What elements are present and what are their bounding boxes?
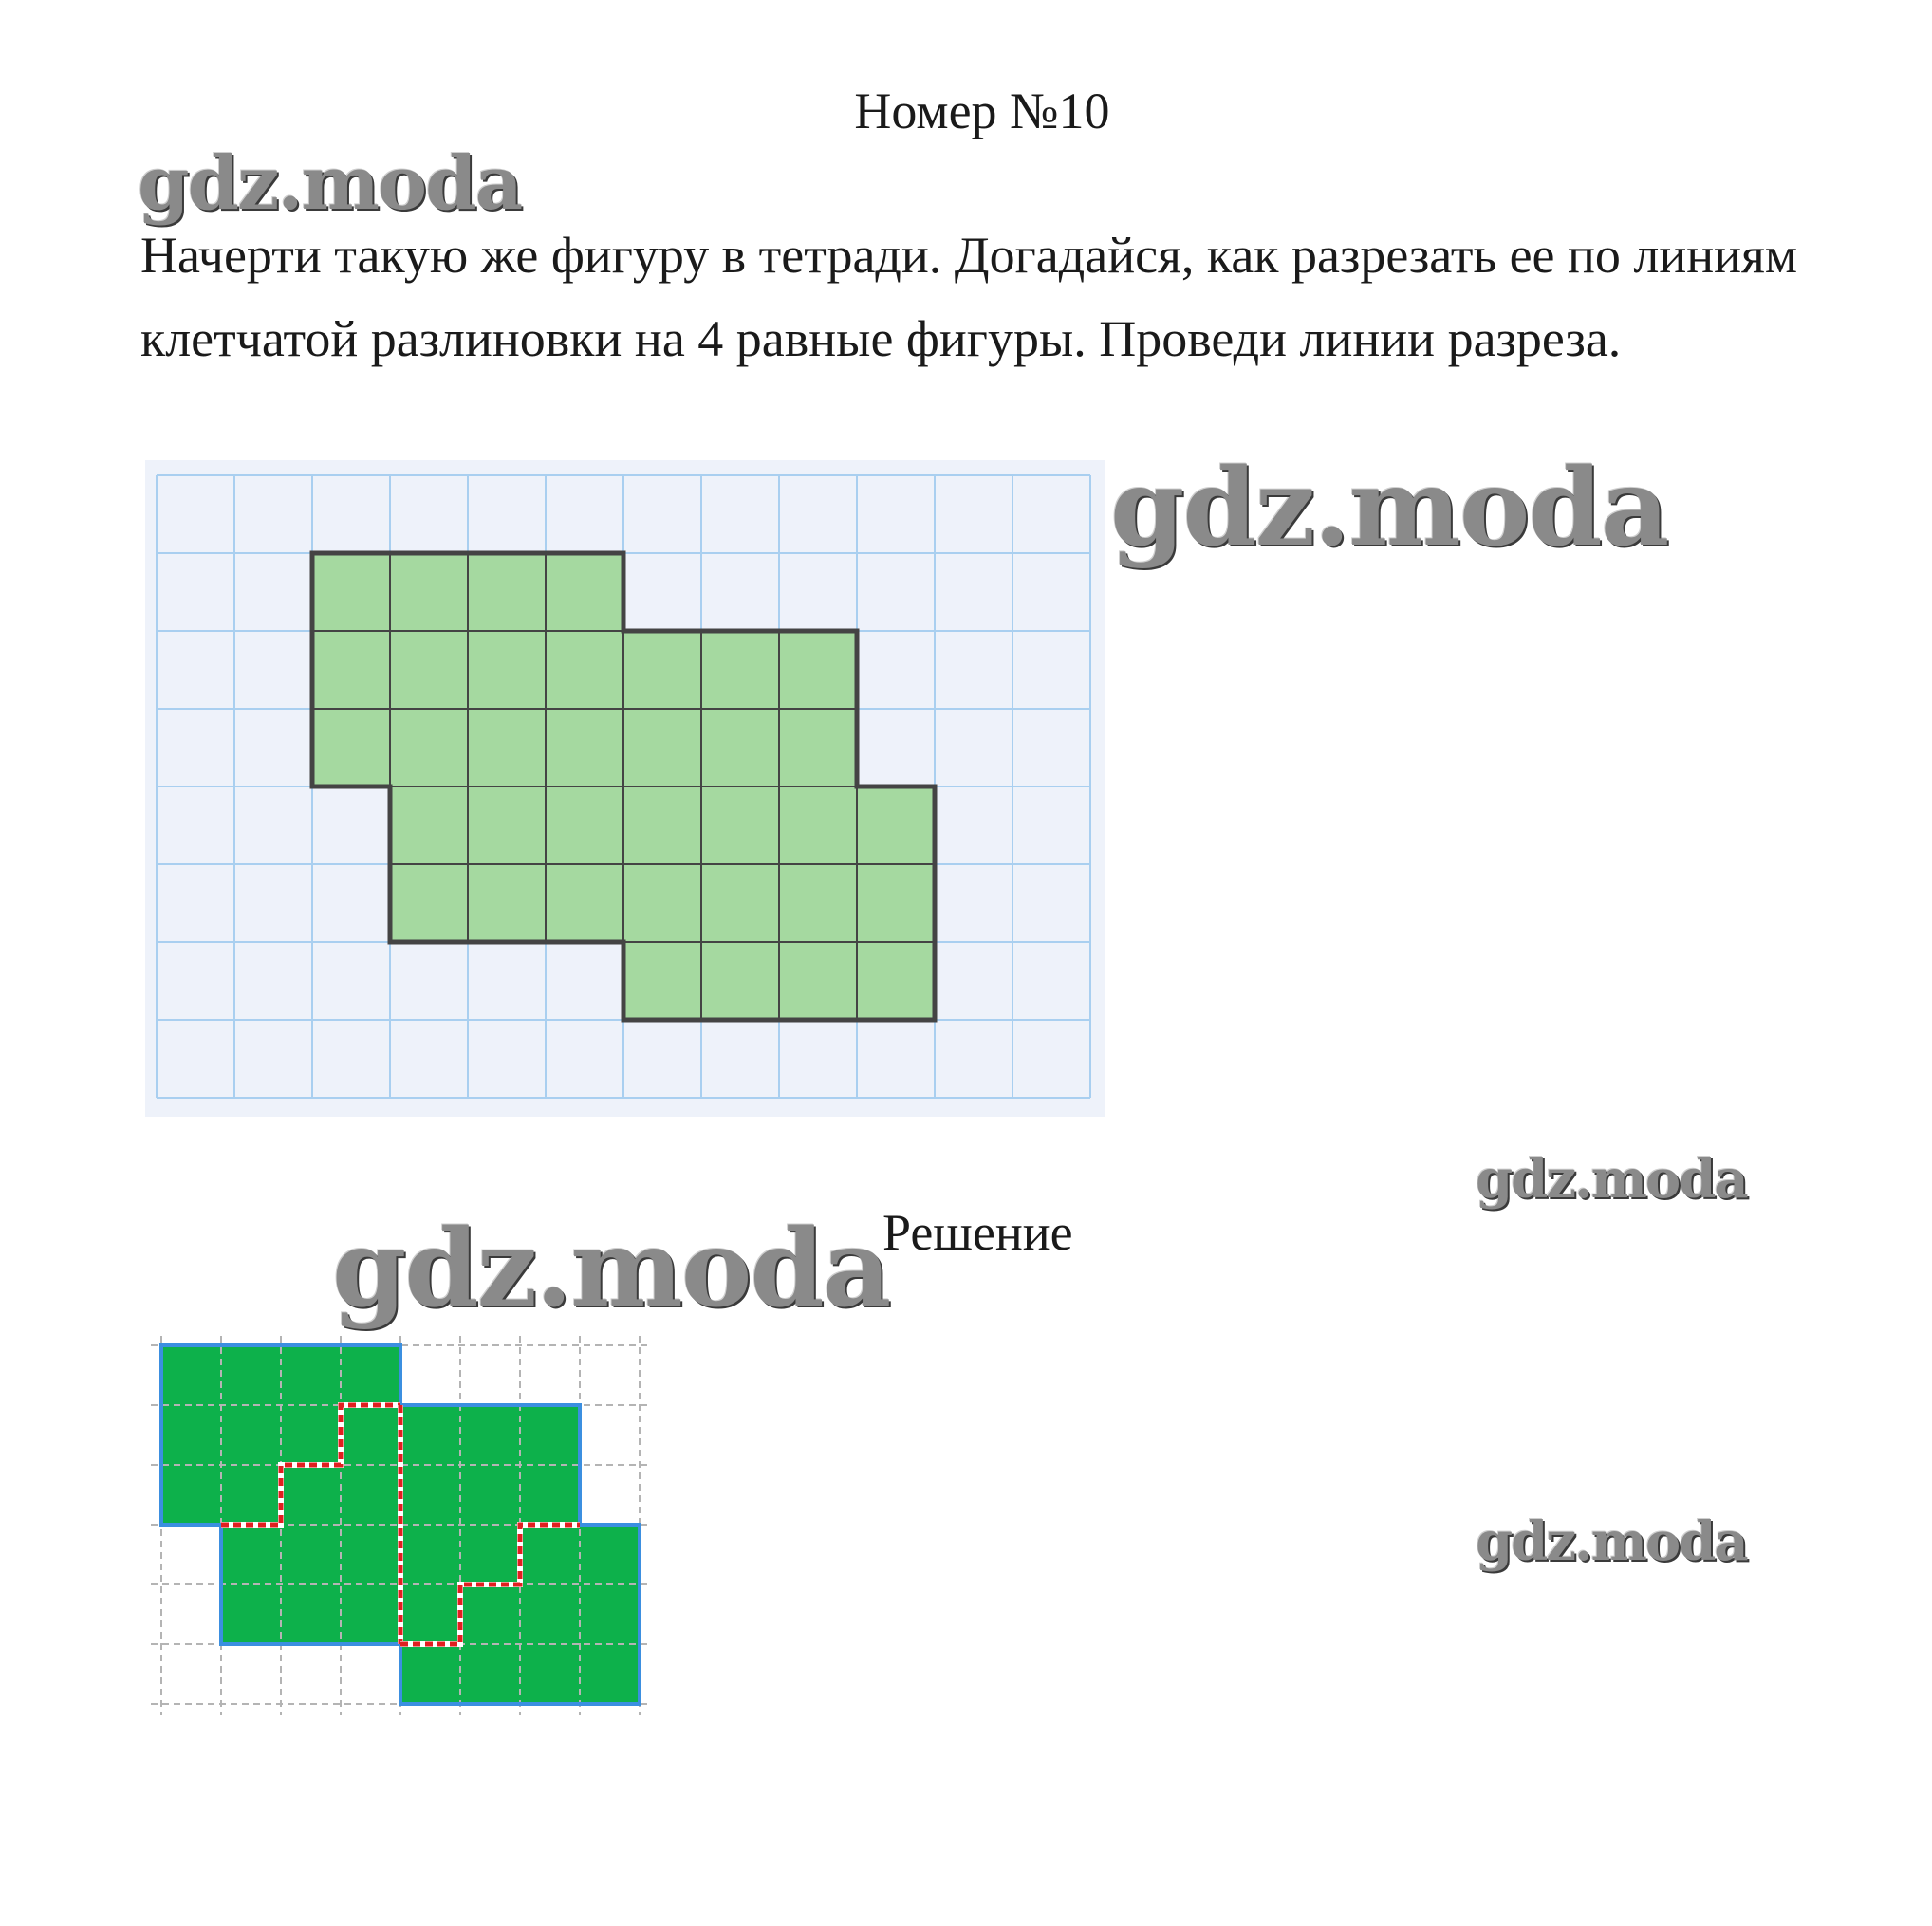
shape-cell [390,631,468,709]
shape-cell [546,631,623,709]
shape-cell [701,864,779,942]
shape-cell [281,1525,341,1584]
shape-cell [520,1465,580,1525]
shape-cell [161,1465,221,1525]
shape-cell [468,631,546,709]
shape-cell [779,709,857,787]
solution-label: Решение [882,1204,1073,1261]
shape-cell [779,864,857,942]
shape-cell [341,1405,400,1465]
task-text: Начерти такую же фигуру в тетради. Догадайся, как разрезать ее по линиям клетчатой разлиновки на 4 равные фигуры. Проведи линии разреза. [140,227,1798,367]
shape-cell [460,1644,520,1704]
shape-cell [460,1465,520,1525]
shape-cell [221,1345,281,1405]
shape-cell [281,1345,341,1405]
shape-cell [701,787,779,864]
shape-cell [779,787,857,864]
shape-cell [400,1405,460,1465]
shape-cell [221,1465,281,1525]
shape-cell [580,1525,640,1584]
page-title: Номер №10 [854,83,1110,139]
shape-cell [701,631,779,709]
shape-cell [468,709,546,787]
shape-cell [520,1584,580,1644]
shape-cell [520,1525,580,1584]
shape-cell [221,1584,281,1644]
shape-cell [580,1644,640,1704]
shape-cell [623,787,701,864]
shape-cell [341,1525,400,1584]
watermark-logo: gdz.moda [1476,1148,1747,1211]
shape-cell [460,1405,520,1465]
shape-cell [221,1525,281,1584]
watermark-logo: gdz.moda [1110,446,1668,570]
shape-cell [281,1584,341,1644]
shape-cell [468,553,546,631]
shape-cell [857,942,935,1020]
shape-cell [546,864,623,942]
shape-cell [281,1465,341,1525]
solution-figure [147,1336,659,1734]
shape-cell [341,1345,400,1405]
shape-cell [312,631,390,709]
shape-cell [400,1584,460,1644]
shape-cell [390,864,468,942]
shape-cell [857,864,935,942]
shape-cell [460,1525,520,1584]
shape-cell [161,1345,221,1405]
shape-cell [546,709,623,787]
shape-cell [341,1465,400,1525]
shape-cell [520,1644,580,1704]
shape-cell [341,1584,400,1644]
shape-cell [546,553,623,631]
watermark-logo: gdz.moda [332,1207,890,1331]
shape-cell [390,553,468,631]
shape-cell [623,942,701,1020]
shape-cell [468,864,546,942]
shape-cell [779,942,857,1020]
shape-cell [281,1405,341,1465]
shape-cell [468,787,546,864]
shape-cell [623,864,701,942]
shape-cell [460,1584,520,1644]
shape-cell [623,709,701,787]
shape-cell [779,631,857,709]
shape-cell [623,631,701,709]
shape-cell [400,1465,460,1525]
shape-cell [701,942,779,1020]
shape-cell [400,1525,460,1584]
shape-cell [400,1644,460,1704]
problem-figure [145,460,1105,1117]
shape-cell [161,1405,221,1465]
shape-cell [312,709,390,787]
shape-cell [857,787,935,864]
shape-cell [546,787,623,864]
shape-cell [221,1405,281,1465]
shape-cell [312,553,390,631]
shape-cell [580,1584,640,1644]
shape-cell [701,709,779,787]
shape-cell [390,709,468,787]
watermark-logo: gdz.moda [138,140,522,227]
watermark-logo: gdz.moda [1476,1510,1747,1573]
shape-cell [520,1405,580,1465]
shape-cell [390,787,468,864]
